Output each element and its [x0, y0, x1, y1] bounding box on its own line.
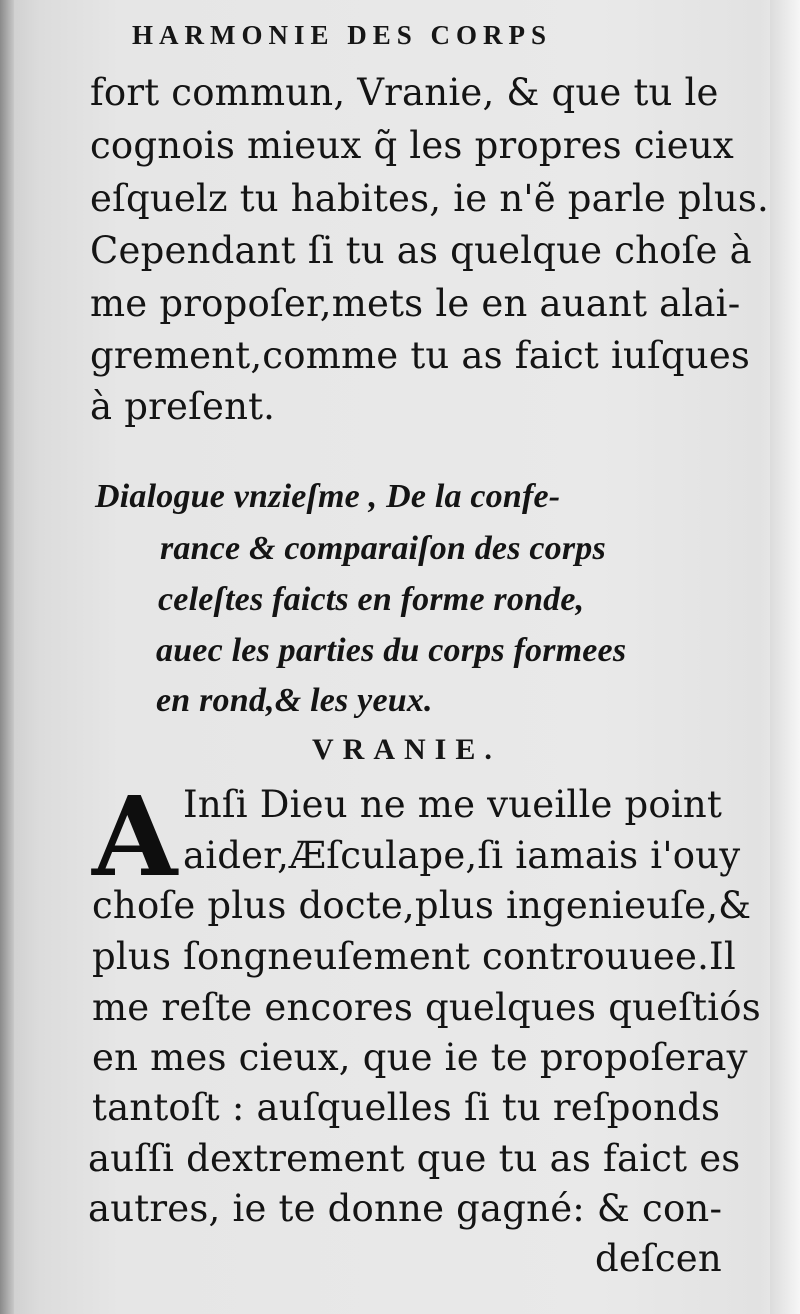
- speaker-name: VRANIE.: [312, 733, 501, 766]
- text-line: autres, ie te donne gagné: & con-: [88, 1187, 723, 1230]
- text-line: tantoſt : auſquelles ſi tu reſponds: [92, 1086, 721, 1129]
- text-line: choſe plus docte,plus ingenieuſe,&: [92, 884, 752, 927]
- drop-cap-initial: A: [92, 772, 178, 901]
- page-right-edge: [770, 0, 800, 1314]
- dialogue-heading-line: Dialogue vnzieſme , De la confe-: [95, 478, 561, 515]
- running-head: HARMONIE DES CORPS: [132, 20, 553, 50]
- text-line: eſquelz tu habites, ie n'ẽ parle plus.: [90, 177, 770, 220]
- text-line: me reſte encores quelques queſtiós: [92, 986, 761, 1029]
- dialogue-heading-line: celeſtes faicts en forme ronde,: [158, 581, 585, 618]
- dialogue-heading-line: rance & comparaiſon des corps: [160, 530, 606, 567]
- text-line: aider,Æſculape,ſi iamais i'ouy: [183, 834, 741, 877]
- text-line: auſſi dextrement que tu as faict es: [88, 1137, 741, 1180]
- text-line: me propoſer,mets le en auant alai-: [90, 282, 741, 325]
- text-line: cognois mieux q̃ les propres cieux: [90, 124, 734, 167]
- dialogue-heading-line: auec les parties du corps formees: [156, 632, 627, 669]
- page-left-edge: [0, 0, 14, 1314]
- text-line: plus ſongneuſement controuuee.Il: [92, 935, 736, 978]
- text-line: fort commun, Vranie, & que tu le: [90, 71, 719, 114]
- dialogue-heading-line: en rond,& les yeux.: [156, 682, 433, 719]
- text-line: à preſent.: [90, 385, 276, 428]
- text-line: deſcen: [595, 1237, 722, 1280]
- text-line: grement,comme tu as faict iuſques: [90, 334, 751, 377]
- text-line: Cependant ſi tu as quelque choſe à: [90, 229, 752, 272]
- text-line: en mes cieux, que ie te propoſeray: [92, 1036, 748, 1079]
- text-line: Inſi Dieu ne me vueille point: [183, 783, 723, 826]
